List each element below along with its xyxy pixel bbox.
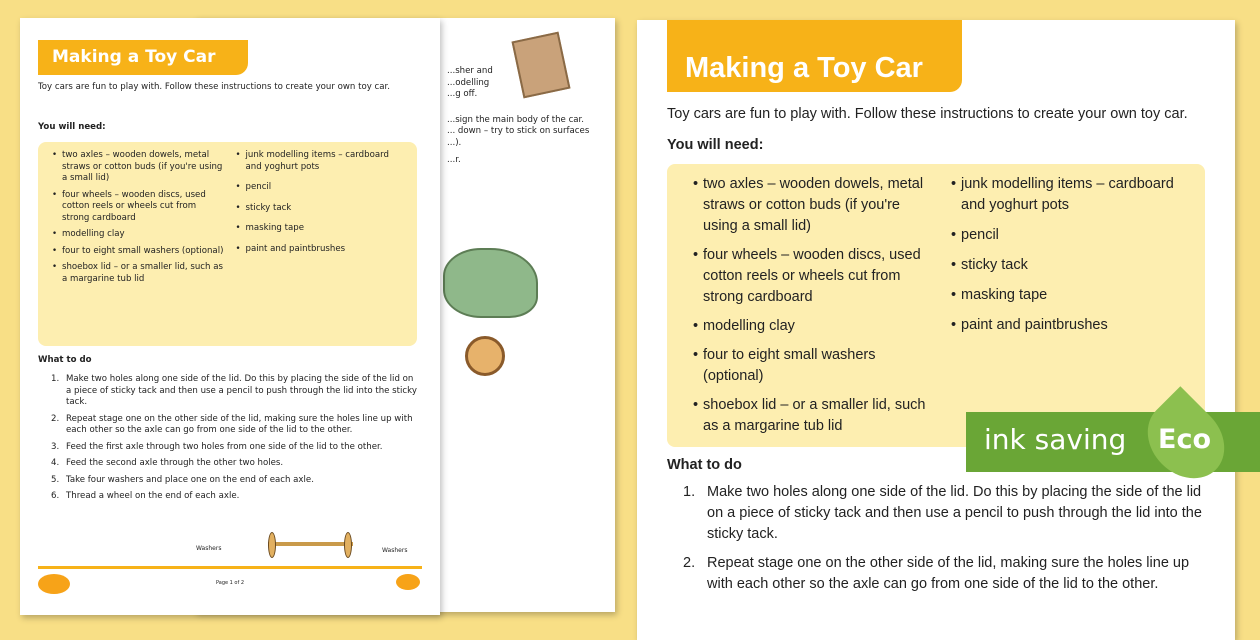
toy-car-illustration xyxy=(443,248,538,318)
list-item: • masking tape xyxy=(246,223,408,235)
footer-line xyxy=(38,566,422,569)
fragment: ...sher and xyxy=(447,66,493,76)
intro-text: Toy cars are fun to play with. Follow these instructions to create your own toy car. xyxy=(38,82,391,92)
eco-badge-text: ink saving xyxy=(984,423,1127,456)
page-number: Page 1 of 2 xyxy=(215,580,245,586)
list-item: • four to eight small washers (optional) xyxy=(703,345,935,387)
need-heading: You will need: xyxy=(38,122,106,132)
axle-illustration xyxy=(268,542,353,546)
fragment: ...g off. xyxy=(447,89,478,99)
step: 1. Make two holes along one side of the lid. Do this by placing the side of the lid on a piece of sticky tack and then use a pencil to push through the lid into the sticky tack. xyxy=(683,484,1202,542)
steps-list xyxy=(51,374,420,503)
list-item: • junk modelling items – cardboard and yoghurt pots xyxy=(961,174,1193,216)
list-item: • pencil xyxy=(246,182,408,194)
eco-label: Eco xyxy=(1158,424,1211,455)
list-item: • modelling clay xyxy=(62,229,224,241)
materials-list-1 xyxy=(62,150,224,338)
intro-text: Toy cars are fun to play with. Follow these instructions to create your own toy car. xyxy=(667,106,1188,122)
wheel-illustration xyxy=(465,336,505,376)
materials-box xyxy=(38,142,417,346)
step: 6. Thread a wheel on the end of each axle. xyxy=(51,491,240,501)
materials-list-1 xyxy=(703,174,935,437)
fragment: ...sign the main body of the car. xyxy=(447,114,585,125)
wheel-left xyxy=(268,532,276,558)
list-item: • four wheels – wooden discs, used cotton reels or wheels cut from strong cardboard xyxy=(62,190,224,225)
list-item: • four to eight small washers (optional) xyxy=(62,246,224,258)
step: 5. Take four washers and place one on the end of each axle. xyxy=(51,474,314,485)
list-item: • two axles – wooden dowels, metal straws or cotton buds (if you're using a small lid) xyxy=(62,150,224,185)
list-item: • shoebox lid – or a smaller lid, such as a margarine tub lid xyxy=(62,262,224,285)
step: 1. Make two holes along one side of the lid. Do this by placing the side of the lid on a piece of sticky tack and then use a pencil to push through the lid into the sticky tack. xyxy=(51,374,417,407)
worksheet-page-small xyxy=(20,18,440,615)
step: 3. Feed the first axle through two holes from one side of the lid to the other. xyxy=(51,441,383,452)
worksheet-page-zoomed xyxy=(637,20,1235,640)
list-item: • paint and paintbrushes xyxy=(961,315,1193,336)
list-item: • pencil xyxy=(961,225,1193,246)
title-tab: Making a Toy Car xyxy=(667,20,962,92)
fragment: ...odelling xyxy=(447,77,490,88)
list-item: • sticky tack xyxy=(961,255,1193,276)
list-item: • two axles – wooden dowels, metal straws or cotton buds (if you're using a small lid) xyxy=(703,174,935,237)
list-item: • paint and paintbrushes xyxy=(246,244,408,256)
materials-list-2 xyxy=(246,150,408,338)
todo-heading: What to do xyxy=(667,457,742,473)
step: 4. Feed the second axle through the other two holes. xyxy=(51,458,284,468)
washers-label: Washers xyxy=(196,545,222,552)
materials-list-2 xyxy=(961,174,1193,437)
materials-box xyxy=(667,164,1205,447)
list-item: • masking tape xyxy=(961,285,1193,306)
list-item: • shoebox lid – or a smaller lid, such as a margarine tub lid xyxy=(703,395,935,437)
washers-label: Washers xyxy=(382,547,408,554)
todo-heading: What to do xyxy=(38,355,92,365)
fragment: ... down – try to stick on surfaces xyxy=(447,126,590,136)
step: 2. Repeat stage one on the other side of the lid, making sure the holes line up with each other so the axle can go from one side of the lid to the other. xyxy=(51,413,413,435)
list-item: • modelling clay xyxy=(703,316,935,337)
step: 2. Repeat stage one on the other side of the lid, making sure the holes line up with each other so the axle can go from one side of the lid to the other. xyxy=(683,555,1190,592)
fragment: ...). xyxy=(447,137,462,148)
twinkl-logo xyxy=(396,574,420,590)
wheel-right xyxy=(344,532,352,558)
steps-list xyxy=(667,482,1205,595)
list-item: • four wheels – wooden discs, used cotton reels or wheels cut from strong cardboard xyxy=(703,245,935,308)
zoomed-content xyxy=(667,104,1205,595)
title-tab: Making a Toy Car xyxy=(38,40,248,75)
list-item: • sticky tack xyxy=(246,203,408,215)
fragment: ...r. xyxy=(447,155,461,165)
need-heading: You will need: xyxy=(667,137,764,153)
list-item: • junk modelling items – cardboard and yoghurt pots xyxy=(246,150,408,173)
